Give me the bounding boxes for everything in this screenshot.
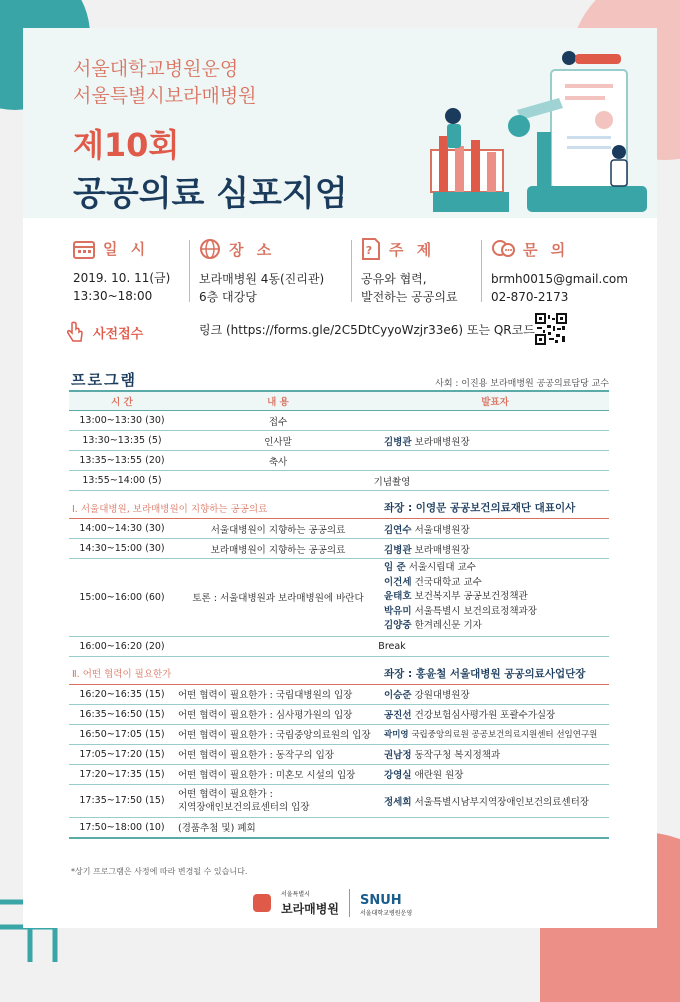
section-title: Ⅱ. 어떤 협력이 필요한가 <box>69 663 381 685</box>
panelist <box>384 605 606 620</box>
header-content: 내 용 <box>175 391 381 411</box>
speaker-affiliation: 강원대병원장 <box>414 690 470 701</box>
qr-code[interactable] <box>535 313 567 345</box>
divider <box>349 889 350 917</box>
hand-pointer-icon <box>67 321 83 343</box>
row-content: 어떤 협력이 필요한가 : 심사평가원의 입장 <box>175 704 381 724</box>
panelist <box>384 619 606 634</box>
registration-label-block <box>67 321 143 343</box>
speaker-affiliation: 보라매병원장 <box>414 544 470 556</box>
venue-line-2: 6층 대강당 <box>199 290 257 304</box>
row-content: 어떤 협력이 필요한가 : 미혼모 시설의 입장 <box>175 764 381 784</box>
event-time: 13:30~18:00 <box>73 289 153 303</box>
table-row <box>69 519 609 539</box>
table-row <box>69 636 609 656</box>
speaker-affiliation: 동작구청 복지정책과 <box>414 750 501 761</box>
row-content: 기념촬영 <box>175 471 609 491</box>
hero-section <box>23 28 657 218</box>
info-place <box>199 238 324 306</box>
table-row <box>69 764 609 784</box>
panelist <box>384 576 606 591</box>
row-speaker <box>381 684 609 704</box>
row-speaker <box>381 451 609 471</box>
divider <box>481 240 482 302</box>
logo-hospital: 보라매병원 <box>281 902 339 916</box>
contact-email[interactable]: brmh0015@gmail.com <box>491 272 628 286</box>
table-row <box>69 704 609 724</box>
speaker-name: 곽미영 <box>384 730 409 740</box>
event-date: 2019. 10. 11(금) <box>73 271 171 285</box>
panelist-name: 윤태호 <box>384 591 412 602</box>
row-time: 13:00~13:30 (30) <box>69 411 175 431</box>
table-row-panel <box>69 559 609 637</box>
table-row <box>69 724 609 744</box>
topic-line-2: 발전하는 공공의료 <box>361 290 458 304</box>
registration-link[interactable]: 링크 (https://forms.gle/2C5DtCyyoWzjr33e6) 또는 QR코드 <box>199 323 535 337</box>
row-time: 13:30~13:35 (5) <box>69 431 175 451</box>
panelist-affiliation: 한겨레신문 기자 <box>414 620 482 631</box>
row-content: (경품추첨 및) 폐회 <box>175 817 381 838</box>
table-row <box>69 451 609 471</box>
panelist-name: 이건세 <box>384 576 412 588</box>
medical-research-illustration <box>409 40 649 218</box>
speaker-name: 권남정 <box>384 750 412 761</box>
event-number: 제10회 <box>73 126 180 164</box>
table-row <box>69 471 609 491</box>
speaker-name: 강영실 <box>384 770 412 781</box>
panelist-name: 김양중 <box>384 620 412 631</box>
panelist-affiliation: 서울특별시 보건의료정책과장 <box>414 605 537 617</box>
speaker-name: 공진선 <box>384 710 412 721</box>
speaker-affiliation: 서울특별시남부지역장애인보건의료센터장 <box>414 796 589 808</box>
speaker-affiliation: 보라매병원장 <box>414 436 470 448</box>
table-row <box>69 744 609 764</box>
row-time: 16:50~17:05 (15) <box>69 724 175 744</box>
program-table <box>69 390 609 839</box>
footer-logos <box>253 889 412 917</box>
snuh-subtitle: 서울대학교병원운영 <box>359 910 413 917</box>
row-speaker <box>381 784 609 817</box>
program-title: 프로그램 <box>71 369 137 392</box>
event-title: 공공의료 심포지엄 <box>73 174 348 214</box>
row-time: 15:00~16:00 (60) <box>69 559 175 637</box>
chat-bubble-icon <box>491 238 515 260</box>
row-time: 14:00~14:30 (30) <box>69 519 175 539</box>
row-content: Break <box>175 636 609 656</box>
row-speaker <box>381 519 609 539</box>
section-header <box>69 663 609 685</box>
row-time: 17:35~17:50 (15) <box>69 784 175 817</box>
globe-icon <box>199 238 221 260</box>
seoul-care-heart-logo <box>253 894 271 912</box>
row-content: 어떤 협력이 필요한가 : 국립중앙의료원의 입장 <box>175 724 381 744</box>
row-speaker <box>381 764 609 784</box>
divider <box>189 240 190 302</box>
speaker-name: 이승준 <box>384 690 412 701</box>
row-speaker <box>381 431 609 451</box>
poster-card <box>23 28 657 928</box>
organizer-line-2: 서울특별시보라매병원 <box>73 85 257 107</box>
row-content: 보라매병원이 지향하는 공공의료 <box>175 539 381 559</box>
row-time: 14:30~15:00 (30) <box>69 539 175 559</box>
row-speaker <box>381 744 609 764</box>
info-contact-label: 문 의 <box>523 240 570 259</box>
row-content: 서울대병원이 지향하는 공공의료 <box>175 519 381 539</box>
panelist-affiliation: 보건복지부 공공보건정책관 <box>414 591 528 602</box>
organizer-line-1: 서울대학교병원운영 <box>73 58 239 80</box>
header-time: 시 간 <box>69 391 175 411</box>
panel-speakers <box>381 559 609 637</box>
row-content: 토론 : 서울대병원과 보라매병원에 바란다 <box>175 559 381 637</box>
section-title: Ⅰ. 서울대병원, 보라매병원이 지향하는 공공의료 <box>69 497 381 519</box>
row-time: 17:20~17:35 (15) <box>69 764 175 784</box>
row-content-line: 어떤 협력이 필요한가 : <box>178 788 273 800</box>
organizer <box>73 56 257 110</box>
row-speaker <box>381 724 609 744</box>
speaker-name: 김연수 <box>384 524 412 536</box>
info-date-label: 일 시 <box>103 240 150 258</box>
contact-phone[interactable]: 02-870-2173 <box>491 290 569 304</box>
table-row <box>69 684 609 704</box>
speaker-name: 김병관 <box>384 436 412 448</box>
panelist-affiliation: 서울시립대 교수 <box>408 562 476 573</box>
speaker-affiliation: 서울대병원장 <box>414 524 470 536</box>
row-speaker <box>381 704 609 724</box>
panelist-name: 임 준 <box>384 562 406 573</box>
divider <box>351 240 352 302</box>
question-document-icon <box>361 238 381 260</box>
row-time: 16:20~16:35 (15) <box>69 684 175 704</box>
info-place-label: 장 소 <box>229 240 276 259</box>
row-content: 접수 <box>175 411 381 431</box>
footnote: *상기 프로그램은 사정에 따라 변경될 수 있습니다. <box>71 867 248 876</box>
info-topic <box>361 238 458 306</box>
boramae-logo <box>281 889 339 917</box>
moderator: 사회 : 이진용 보라매병원 공공의료담당 교수 <box>435 379 609 389</box>
speaker-name: 정세희 <box>384 796 412 808</box>
venue-line-1: 보라매병원 4동(진리관) <box>199 272 325 286</box>
info-topic-label: 주 제 <box>389 240 436 259</box>
topic-line-1: 공유와 협력, <box>361 272 427 286</box>
calendar-icon <box>73 239 95 259</box>
panelist-affiliation: 건국대학교 교수 <box>414 576 482 588</box>
section-chair: 좌장 : 홍윤철 서울대병원 공공의료사업단장 <box>381 663 609 685</box>
logo-city: 서울특별시 <box>281 891 310 898</box>
speaker-affiliation: 국립중앙의료원 공공보건의료지원센터 선임연구원 <box>411 730 598 740</box>
svg-text:?: ? <box>365 244 377 257</box>
registration-label: 사전접수 <box>93 326 144 342</box>
row-time: 17:05~17:20 (15) <box>69 744 175 764</box>
row-time: 13:55~14:00 (5) <box>69 471 175 491</box>
table-row <box>69 784 609 817</box>
row-speaker <box>381 411 609 431</box>
speaker-affiliation: 애란원 원장 <box>414 770 464 781</box>
info-contact <box>491 238 628 306</box>
row-content: 인사말 <box>175 431 381 451</box>
header-speaker: 발표자 <box>381 391 609 411</box>
snuh-logo <box>360 889 412 917</box>
table-row <box>69 817 609 838</box>
speaker-affiliation: 건강보험심사평가원 포괄수가실장 <box>414 710 556 721</box>
row-content <box>175 784 381 817</box>
row-speaker <box>381 539 609 559</box>
row-content-line: 지역장애인보건의료센터의 입장 <box>178 801 310 813</box>
table-row <box>69 539 609 559</box>
row-time: 16:35~16:50 (15) <box>69 704 175 724</box>
table-header-row <box>69 391 609 411</box>
row-speaker <box>381 817 609 838</box>
row-content: 어떤 협력이 필요한가 : 동작구의 입장 <box>175 744 381 764</box>
row-time: 13:35~13:55 (20) <box>69 451 175 471</box>
panelist <box>384 590 606 605</box>
row-time: 17:50~18:00 (10) <box>69 817 175 838</box>
section-header <box>69 497 609 519</box>
row-content: 축사 <box>175 451 381 471</box>
table-row <box>69 411 609 431</box>
section-chair: 좌장 : 이영문 공공보건의료재단 대표이사 <box>381 497 609 519</box>
panelist <box>384 561 606 576</box>
row-time: 16:00~16:20 (20) <box>69 636 175 656</box>
table-row <box>69 431 609 451</box>
snuh-wordmark: SNUH <box>359 893 402 908</box>
row-content: 어떤 협력이 필요한가 : 국립대병원의 입장 <box>175 684 381 704</box>
info-date <box>73 238 170 305</box>
speaker-name: 김병관 <box>384 544 412 556</box>
panelist-name: 박유미 <box>384 605 412 617</box>
